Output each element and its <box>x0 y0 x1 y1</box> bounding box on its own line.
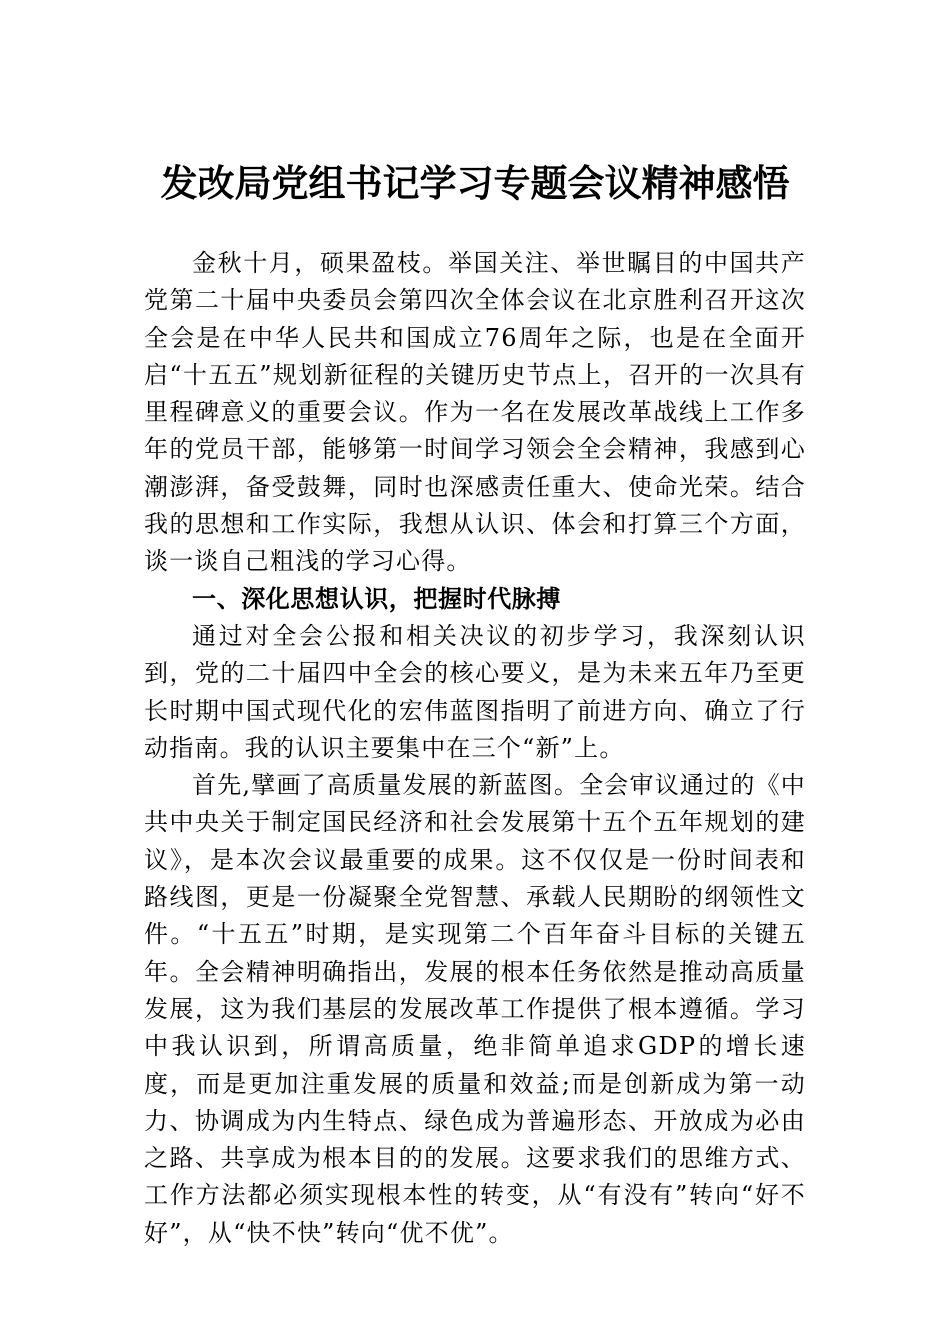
section-paragraph-1: 通过对全会公报和相关决议的初步学习，我深刻认识到，党的二十届四中全会的核心要义，是为未来五年乃至更长时期中国式现代化的宏伟蓝图指明了前进方向、确立了行动指南。我的认识主要集中在三个“新”上。 <box>144 621 806 762</box>
document-body <box>144 245 806 1252</box>
intro-paragraph: 金秋十月，硕果盈枝。举国关注、举世瞩目的中国共产党第二十届中央委员会第四次全体会议在北京胜利召开这次全会是在中华人民共和国成立76周年之际，也是在全面开启“十五五”规划新征程的关键历史节点上，召开的一次具有里程碑意义的重要会议。作为一名在发展改革战线上工作多年的党员干部，能够第一时间学习领会全会精神，我感到心潮澎湃，备受鼓舞，同时也深感责任重大、使命光荣。结合我的思想和工作实际，我想从认识、体会和打算三个方面，谈一谈自己粗浅的学习心得。 <box>144 249 806 576</box>
section-paragraph-2: 首先,擘画了高质量发展的新蓝图。全会审议通过的《中共中央关于制定国民经济和社会发展第十五个五年规划的建议》，是本次会议最重要的成果。这不仅仅是一份时间表和路线图，更是一份凝聚全党智慧、承载人民期盼的纲领性文件。“十五五”时期，是实现第二个百年奋斗目标的关键五年。全会精神明确指出，发展的根本任务依然是推动高质量发展，这为我们基层的发展改革工作提供了根本遵循。学习中我认识到，所谓高质量，绝非简单追求GDP的增长速度，而是更加注重发展的质量和效益;而是创新成为第一动力、协调成为内生特点、绿色成为普遍形态、开放成为必由之路、共享成为根本目的的发展。这要求我们的思维方式、工作方法都必须实现根本性的转变，从“有没有”转向“好不好”，从“快不快”转向“优不优”。 <box>144 771 806 1247</box>
document-title: 发改局党组书记学习专题会议精神感悟 <box>160 161 790 205</box>
section-heading: 一、深化思想认识，把握时代脉搏 <box>192 584 561 613</box>
